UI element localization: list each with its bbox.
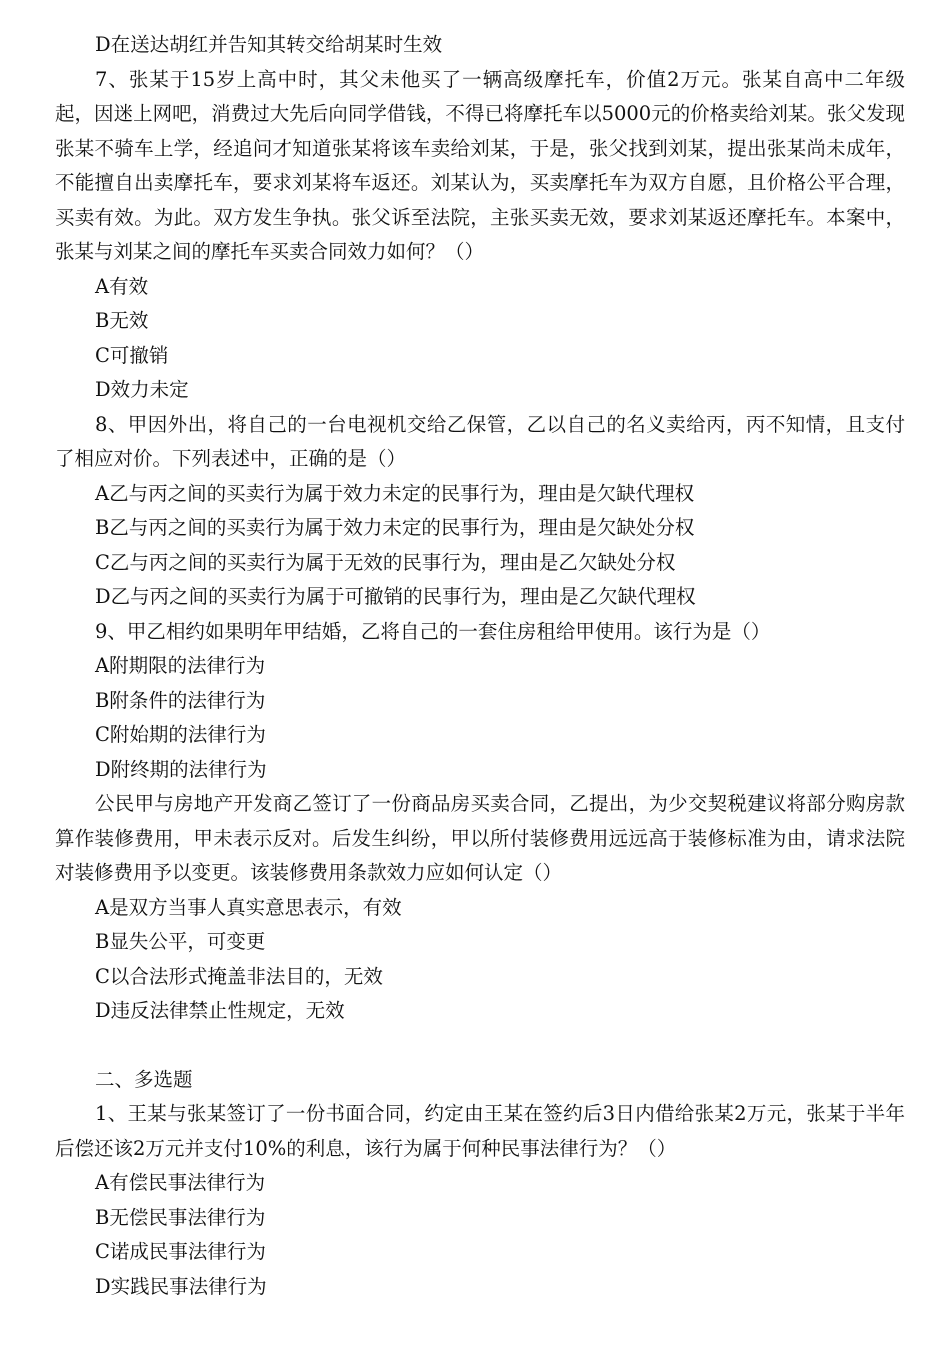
question-10-option-a: A是双方当事人真实意思表示，有效 [95, 895, 402, 919]
question-10-stem: 公民甲与房地产开发商乙签订了一份商品房买卖合同，乙提出，为少交契税建议将部分购房款算作装修费用，甲未表示反对。后发生纠纷，甲以所付装修费用远远高于装修标准为由，请求法院对装修费用予以变更。该装修费用条款效力应如何认定（） [55, 792, 905, 884]
question-9-option-d: D附终期的法律行为 [95, 757, 267, 781]
question-8-option-c: C乙与丙之间的买卖行为属于无效的民事行为，理由是乙欠缺处分权 [95, 550, 676, 574]
question-7-option-d: D效力未定 [95, 378, 189, 401]
multi-question-1-stem: 1、王某与张某签订了一份书面合同，约定由王某在签约后3日内借给张某2万元，张某于半年后偿还该2万元并支付10%的利息，该行为属于何种民事法律行为？（） [55, 1102, 905, 1160]
question-8-option-d: D乙与丙之间的买卖行为属于可撤销的民事行为，理由是乙欠缺代理权 [95, 585, 696, 608]
multi-question-1-option-a: A有偿民事法律行为 [95, 1171, 266, 1194]
question-8-option-a: A乙与丙之间的买卖行为属于效力未定的民事行为，理由是欠缺代理权 [95, 481, 695, 505]
question-7-option-c: C可撤销 [95, 343, 169, 367]
question-8-option-b: B乙与丙之间的买卖行为属于效力未定的民事行为，理由是欠缺处分权 [95, 516, 695, 539]
multi-question-1-option-d: D实践民事法律行为 [95, 1274, 267, 1298]
multi-question-1-option-c: C诺成民事法律行为 [95, 1240, 266, 1263]
question-10-option-d: D违反法律禁止性规定，无效 [95, 999, 345, 1022]
question-10-option-b: B显失公平，可变更 [95, 930, 266, 953]
question-7-option-a: A有效 [95, 274, 149, 298]
question-9-option-a: A附期限的法律行为 [95, 654, 266, 677]
question-7-stem: 7、张某于15岁上高中时，其父未他买了一辆高级摩托车，价值2万元。张某自高中二年级起，因迷上网吧，消费过大先后向同学借钱，不得已将摩托车以5000元的价格卖给刘某。张父发现张某不骑车上学，经追问才知道张某将该车卖给刘某，于是，张父找到刘某，提出张某尚未成年，不能擅自出卖摩托车，要求刘某将车返还。刘某认为，买卖摩托车为双方自愿，且价格公平合理，买卖有效。为此。双方发生争执。张父诉至法院，主张买卖无效，要求刘某返还摩托车。本案中，张某与刘某之间的摩托车买卖合同效力如何？（） [55, 67, 905, 263]
section-spacer [55, 1029, 905, 1063]
question-7-option-b: B无效 [95, 309, 149, 332]
question-10-option-c: C以合法形式掩盖非法目的，无效 [95, 964, 383, 988]
multi-question-1-option-b: B无偿民事法律行为 [95, 1205, 266, 1229]
option-d-previous-question: D在送达胡红并告知其转交给胡某时生效 [95, 33, 443, 56]
section-heading-multi-choice: 二、多选题 [95, 1067, 193, 1091]
question-9-stem: 9、甲乙相约如果明年甲结婚，乙将自己的一套住房租给甲使用。该行为是（） [95, 619, 771, 643]
document-page [55, 28, 905, 1304]
question-9-option-b: B附条件的法律行为 [95, 688, 266, 712]
question-9-option-c: C附始期的法律行为 [95, 723, 266, 746]
question-8-stem: 8、甲因外出，将自己的一台电视机交给乙保管，乙以自己的名义卖给丙，丙不知情，且支付了相应对价。下列表述中，正确的是（） [55, 412, 905, 470]
